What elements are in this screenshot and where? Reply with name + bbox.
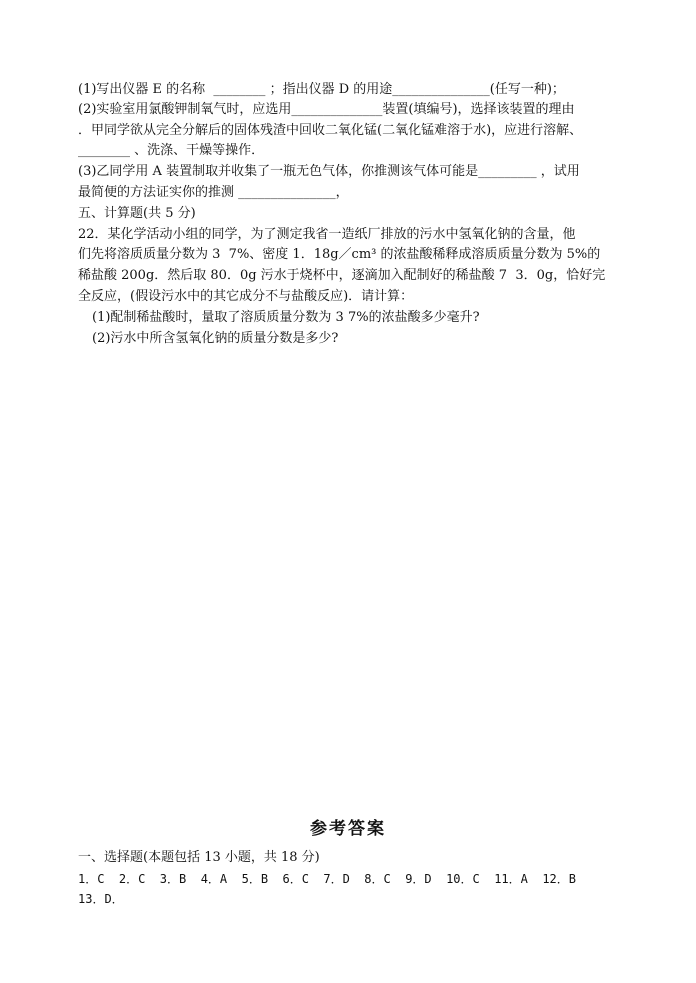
answers-row-2: 13．D．: [78, 892, 124, 906]
question-22-cont-2: 稀盐酸 200g．然后取 80．0g 污水于烧杯中，逐滴加入配制好的稀盐酸 7 3．0g，恰好完: [78, 268, 606, 283]
question-part-2: (2)实验室用氯酸钾制氧气时，应选用______________装置(填编号)，选择该装置的理由: [78, 102, 575, 117]
question-part-2-cont: ．甲同学欲从完全分解后的固体残渣中回收二氧化锰(二氧化锰难溶于水)，应进行溶解、: [78, 123, 583, 138]
section-heading-calculation: 五、计算题(共 5 分): [78, 206, 196, 221]
answers-row-1: 1．C 2．C 3．B 4．A 5．B 6．C 7．D 8．C 9．D 10．C 11．A 12．B: [78, 872, 577, 886]
question-part-2-cont-2: ________ 、洗涤、干燥等操作．: [78, 143, 265, 158]
question-22-cont-3: 全反应，(假设污水中的其它成分不与盐酸反应)．请计算：: [78, 289, 414, 304]
question-22: 22．某化学活动小组的同学，为了测定我省一造纸厂排放的污水中氢氧化钠的含量，他: [78, 227, 576, 242]
question-22-sub-2: (2)污水中所含氢氧化钠的质量分数是多少?: [92, 331, 339, 346]
question-part-1: (1)写出仪器 E 的名称 ________ ；指出仪器 D 的用途_______________(任写一种)；: [78, 82, 565, 97]
answers-section-heading: 一、选择题(本题包括 13 小题，共 18 分): [78, 850, 320, 865]
question-22-cont-1: 们先将溶质质量分数为 3 7%、密度 1．18g／cm³ 的浓盐酸稀释成溶质质量分数为 5%的: [78, 247, 601, 262]
answers-title: 参考答案: [310, 819, 386, 839]
question-22-sub-1: (1)配制稀盐酸时，量取了溶质质量分数为 3 7%的浓盐酸多少毫升?: [92, 310, 480, 325]
question-part-3-cont: 最简便的方法证实你的推测 _______________，: [78, 185, 349, 200]
question-part-3: (3)乙同学用 A 装置制取并收集了一瓶无色气体，你推测该气体可能是_________ ，试用: [78, 164, 580, 179]
